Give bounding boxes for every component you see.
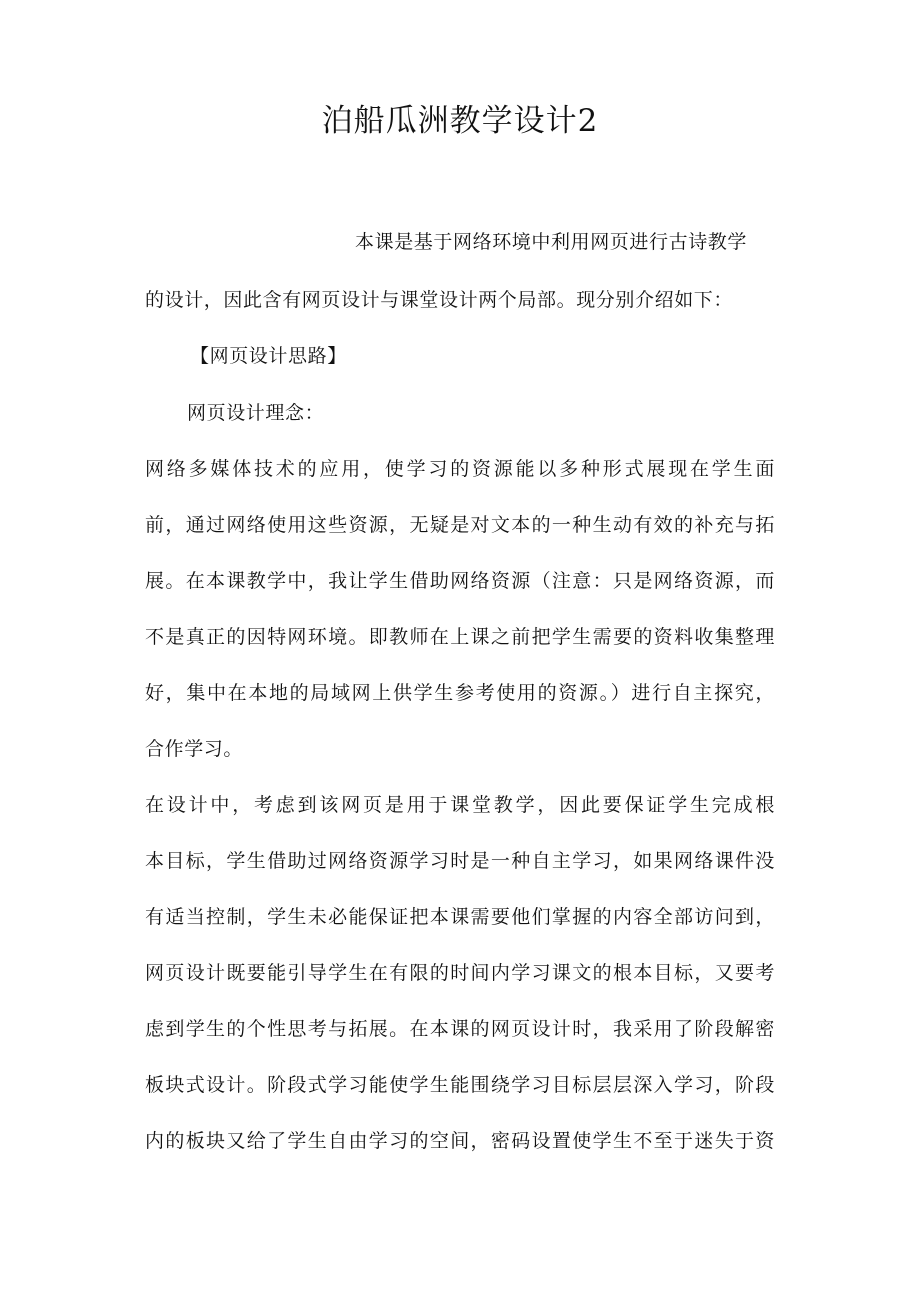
paragraph-line: 板块式设计。阶段式学习能使学生能围绕学习目标层层深入学习，阶段: [145, 1074, 775, 1096]
paragraph-line: 的设计，因此含有网页设计与课堂设计两个局部。现分别介绍如下：: [145, 289, 734, 311]
paragraph-line: 网络多媒体技术的应用，使学习的资源能以多种形式展现在学生面: [145, 458, 775, 480]
paragraph-line: 不是真正的因特网环境。即教师在上课之前把学生需要的资料收集整理: [145, 626, 775, 648]
section-heading: 【网页设计思路】: [190, 345, 347, 367]
paragraph-line: 在设计中，考虑到该网页是用于课堂教学，因此要保证学生完成根: [145, 794, 775, 816]
paragraph-line: 有适当控制，学生未必能保证把本课需要他们掌握的内容全部访问到，: [145, 906, 775, 928]
paragraph-line: 虑到学生的个性思考与拓展。在本课的网页设计时，我采用了阶段解密: [145, 1018, 775, 1040]
paragraph-line: 内的板块又给了学生自由学习的空间，密码设置使学生不至于迷失于资: [145, 1130, 775, 1152]
subheading: 网页设计理念：: [187, 402, 325, 424]
paragraph-line: 好，集中在本地的局域网上供学生参考使用的资源。）进行自主探究，: [145, 682, 775, 704]
paragraph-line: 网页设计既要能引导学生在有限的时间内学习课文的根本目标，又要考: [145, 962, 775, 984]
paragraph-line: 本目标，学生借助过网络资源学习时是一种自主学习，如果网络课件没: [145, 850, 775, 872]
paragraph-line: 合作学习。: [145, 738, 244, 760]
paragraph-line: 前，通过网络使用这些资源，无疑是对文本的一种生动有效的补充与拓: [145, 514, 775, 536]
paragraph-line: 本课是基于网络环境中利用网页进行古诗教学: [355, 231, 748, 253]
paragraph-line: 展。在本课教学中，我让学生借助网络资源（注意：只是网络资源，而: [145, 570, 775, 592]
document-title: 泊船瓜洲教学设计2: [321, 103, 599, 139]
